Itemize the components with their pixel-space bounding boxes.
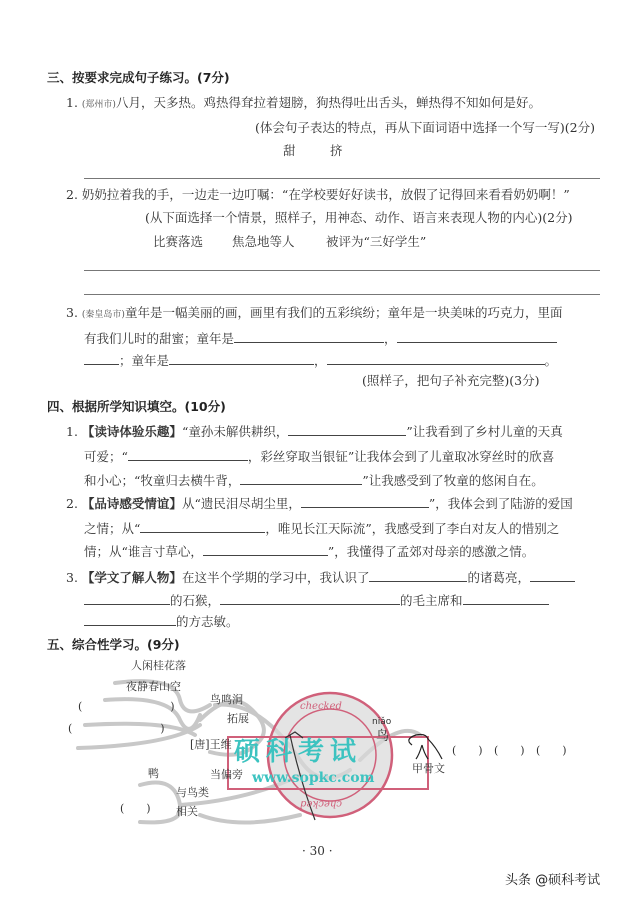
- oracle-label: 甲骨文: [412, 762, 445, 775]
- text: ，: [314, 353, 327, 368]
- scene-option: 比赛落选: [153, 234, 204, 249]
- text: 在这半个学期的学习中，我认识了: [181, 570, 370, 585]
- text: 的诸葛亮，: [467, 570, 530, 585]
- text: 的毛主席和: [400, 593, 463, 608]
- duck-char: 鸭: [148, 767, 159, 780]
- q3-1-instruction: (体会句子表达的特点，再从下面词语中选择一个写一写)(2分): [255, 120, 595, 135]
- q3-3-instruction: (照样子，把句子补充完整)(3分): [362, 373, 540, 388]
- scene-option: 焦急地等人: [232, 234, 295, 249]
- q-text: 奶奶拉着我的手，一边走一边叮嘱：“在学校要好好读书，放假了记得回来看看奶奶啊！”: [81, 187, 570, 202]
- text: “童孙未解供耕织，: [181, 424, 289, 439]
- text: 的方志敏。: [176, 614, 239, 629]
- radical-label: 当偏旁: [210, 768, 243, 781]
- text: 之情；从“: [84, 521, 141, 536]
- q3-2-instruction: (从下面选择一个情景，照样子，用神态、动作、语言来表现人物的内心)(2分): [145, 210, 573, 225]
- text: ；童年是: [119, 353, 170, 368]
- section4-title: 四、根据所学知识填空。(10分): [47, 399, 226, 414]
- section5-title: 五、综合性学习。(9分): [47, 637, 180, 652]
- source: (郑州市): [81, 100, 116, 110]
- word-option: 挤: [330, 143, 343, 158]
- q-num: 3.: [66, 305, 78, 320]
- answer-paren[interactable]: ( ): [78, 700, 175, 713]
- text: ，唯见长江天际流”，我感受到了李白对友人的惜别之: [265, 521, 560, 536]
- text: ，彩丝穿取当银钲”让我体会到了儿童取冰穿丝时的欣喜: [247, 449, 555, 464]
- extend-label: 拓展: [227, 712, 249, 725]
- answer-paren[interactable]: ( ): [120, 802, 151, 815]
- tag: 【读诗体验乐趣】: [81, 424, 182, 439]
- text: 有我们儿时的甜蜜；童年是: [84, 331, 235, 346]
- poem-author: [唐]王维: [190, 738, 232, 751]
- watermark-brand: 硕科考试: [234, 737, 363, 767]
- tag: 【学文了解人物】: [81, 570, 182, 585]
- answer-paren[interactable]: ( ): [494, 744, 525, 757]
- text: ”，我懂得了孟郊对母亲的感激之情。: [327, 544, 535, 559]
- poem-line: 人闲桂花落: [131, 659, 186, 672]
- branch-line: [200, 815, 300, 823]
- answer-paren[interactable]: ( ): [536, 744, 567, 757]
- text: ”，我体会到了陆游的爱国: [428, 496, 573, 511]
- answer-paren[interactable]: ( ): [68, 722, 165, 735]
- text: 情；从“谁言寸草心，: [84, 544, 203, 559]
- watermark-url: www.sopkc.com: [252, 770, 375, 786]
- text: 可爱；“: [84, 449, 128, 464]
- q-num: 2.: [66, 187, 78, 202]
- q-num: 1.: [66, 424, 78, 439]
- oracle-bird-icon: [409, 735, 442, 760]
- stamp-text: checked: [300, 701, 342, 712]
- related-label: 相关: [176, 805, 198, 818]
- text: 的石猴，: [170, 593, 221, 608]
- source: (秦皇岛市): [81, 310, 125, 320]
- related-label: 与鸟类: [176, 786, 209, 799]
- page-number: · 30 ·: [302, 844, 333, 858]
- center-char: 鸟: [376, 729, 390, 744]
- text: ，: [384, 331, 397, 346]
- section3-title: 三、按要求完成句子练习。(7分): [47, 70, 230, 85]
- poem-line: 夜静春山空: [126, 680, 181, 693]
- text: 和小心；“牧童归去横牛背，: [84, 473, 241, 488]
- text: 。: [544, 353, 558, 368]
- poem-title: 鸟鸣涧: [210, 693, 243, 706]
- text: 从“遗民泪尽胡尘里，: [181, 496, 301, 511]
- footer-credit: [505, 873, 600, 889]
- q-num: 3.: [66, 570, 78, 585]
- q-text: 童年是一幅美丽的画，画里有我们的五彩缤纷；童年是一块美味的巧克力，里面: [124, 305, 563, 320]
- tag: 【品诗感受情谊】: [81, 496, 182, 511]
- stamp-text: checked: [300, 798, 342, 809]
- answer-paren[interactable]: ( ): [452, 744, 483, 757]
- q-num: 2.: [66, 496, 78, 511]
- platform: 头条: [505, 873, 532, 888]
- text: ”让我看到了乡村儿童的天真: [406, 424, 563, 439]
- text: ”让我感受到了牧童的悠闲自在。: [362, 473, 544, 488]
- word-option: 甜: [283, 143, 296, 158]
- pinyin: niǎo: [372, 717, 392, 727]
- handle[interactable]: @硕科考试: [535, 873, 601, 888]
- scene-option: 被评为“三好学生”: [326, 234, 427, 249]
- q-num: 1.: [66, 95, 78, 110]
- q-text: 八月，天多热。鸡热得耷拉着翅膀，狗热得吐出舌头，蝉热得不知如何是好。: [115, 95, 541, 110]
